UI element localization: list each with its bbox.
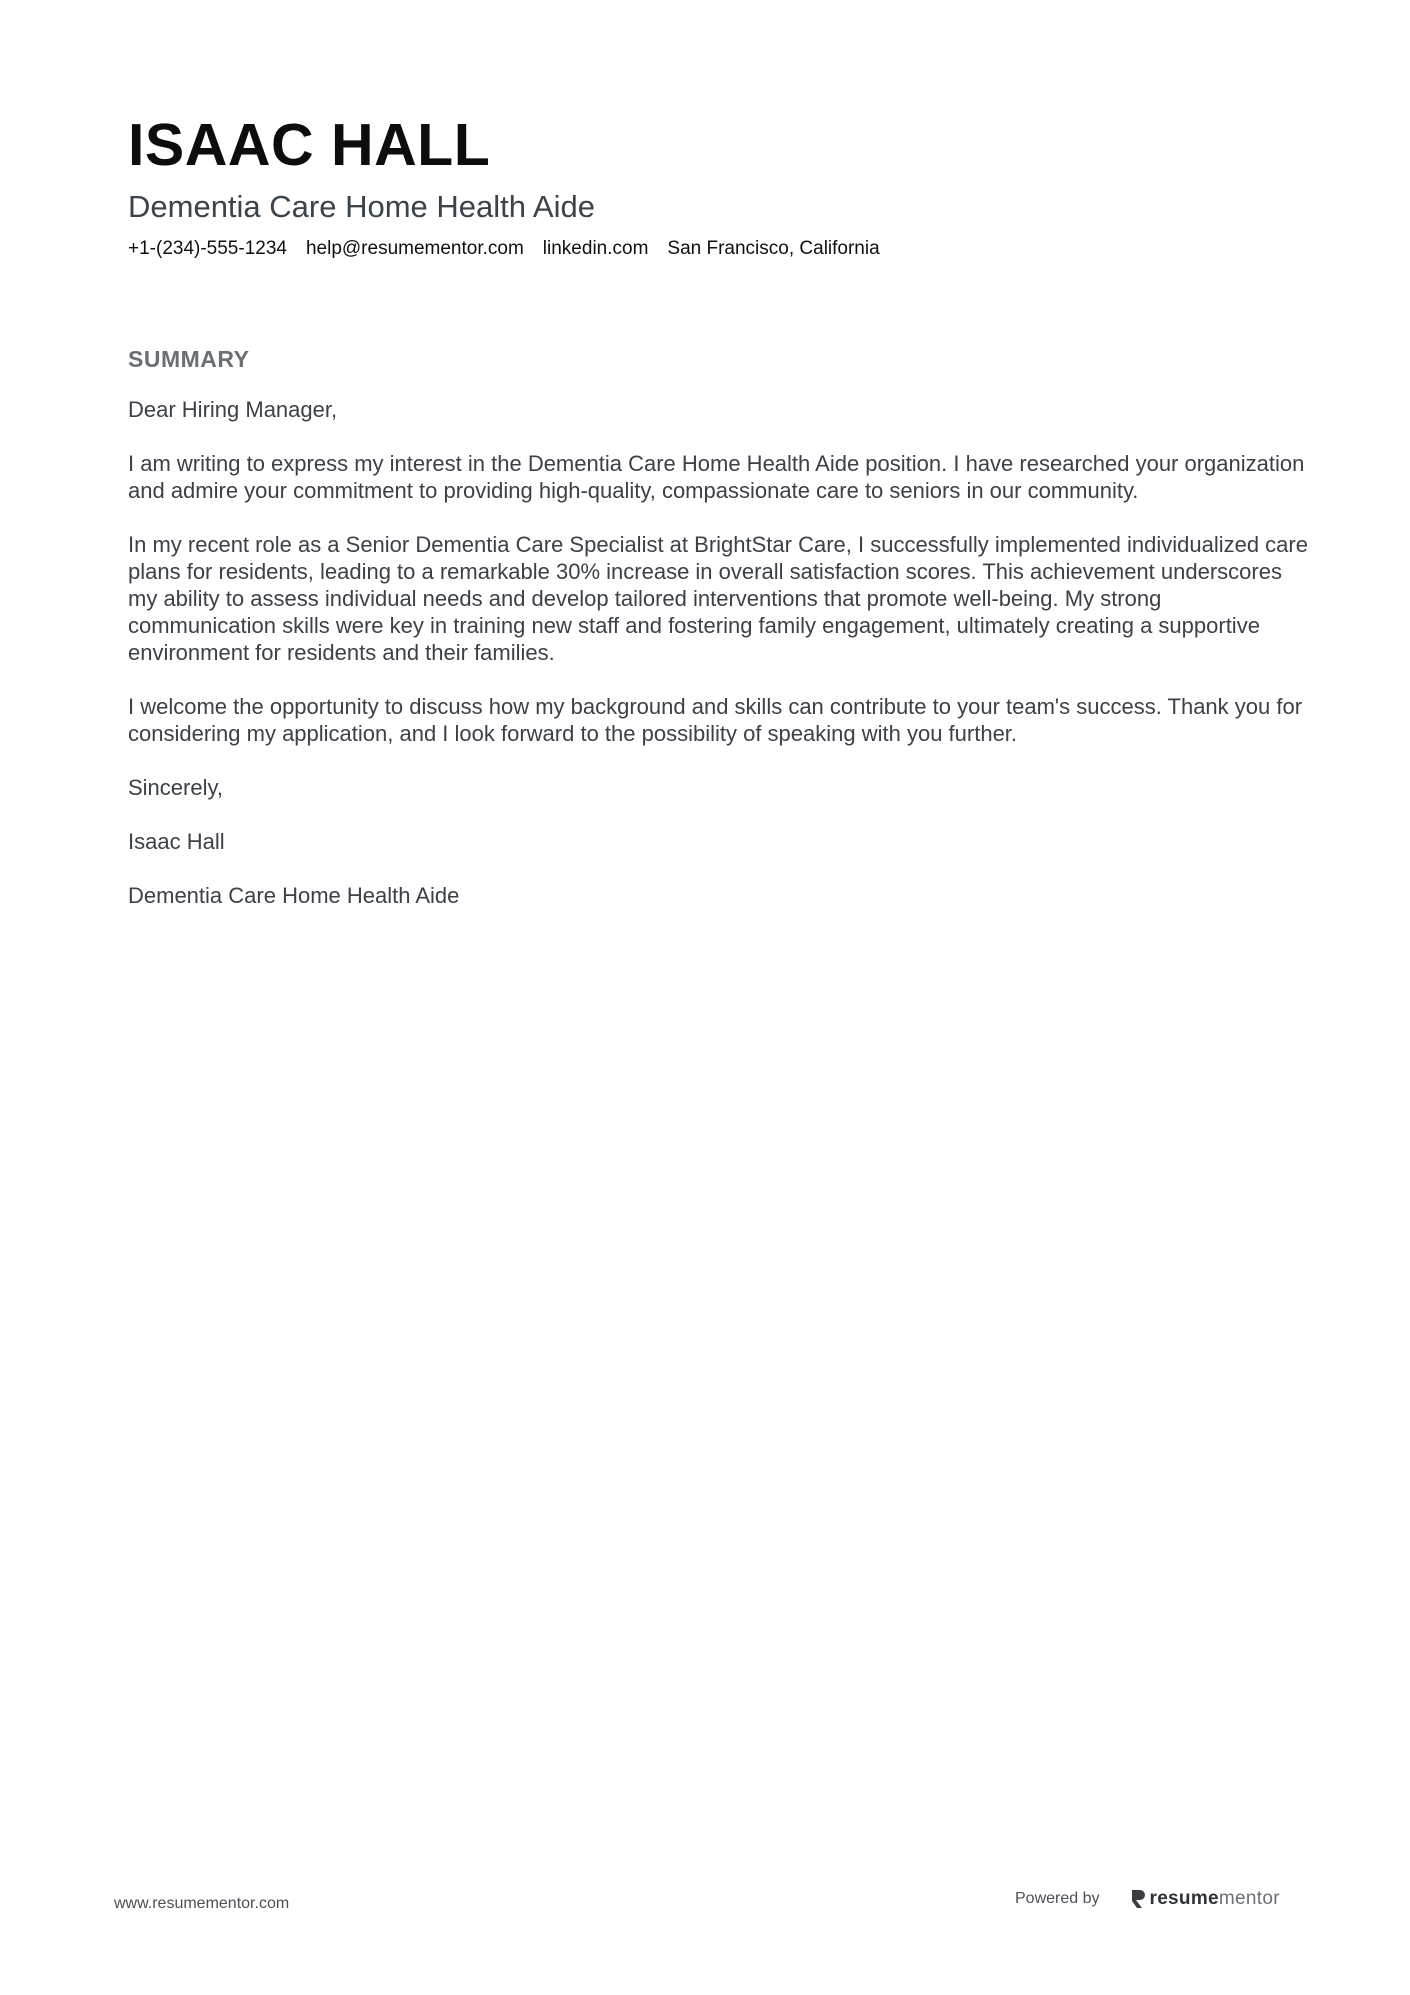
contact-linkedin: linkedin.com xyxy=(542,238,649,259)
summary-section xyxy=(128,344,1308,936)
letter-paragraph: In my recent role as a Senior Dementia Care Specialist at BrightStar Care, I successfully implemented individualized care plans for residents, leading to a remarkable 30% increase in overall satisfaction scores. This achievement underscores my ability to assess individual needs and develop tailored interventions that promote well-being. My strong communication skills were key in training new staff and fostering family engagement, ultimately creating a supportive environment for residents and their families. xyxy=(128,532,1308,665)
footer-branding xyxy=(1015,1888,1280,1910)
letter-paragraph: I welcome the opportunity to discuss how my background and skills can contribute to your team's success. Thank you for considering my application, and I look forward to the possibility of speaking with you further. xyxy=(128,694,1303,746)
brand-name-bold: resume xyxy=(1149,1888,1219,1909)
footer-website: www.resumementor.com xyxy=(114,1895,290,1912)
brand-name-light: mentor xyxy=(1218,1888,1280,1909)
brand-logo xyxy=(1130,1888,1280,1910)
section-heading-summary: SUMMARY xyxy=(128,346,250,372)
letter-body xyxy=(128,396,1308,909)
contact-email: help@resumementor.com xyxy=(305,238,524,259)
candidate-name: ISAAC HALL xyxy=(128,112,491,178)
closing: Sincerely, xyxy=(128,775,223,800)
signature-title: Dementia Care Home Health Aide xyxy=(128,883,460,908)
resumementor-logo-icon xyxy=(1130,1889,1146,1909)
letter-paragraph: I am writing to express my interest in the Dementia Care Home Health Aide position. I have researched your organization and admire your commitment to providing high-quality, compassionate care to seniors in our community. xyxy=(128,451,1305,503)
contact-location: San Francisco, California xyxy=(667,238,880,259)
contact-row xyxy=(128,236,1308,262)
salutation: Dear Hiring Manager, xyxy=(128,397,338,422)
job-title: Dementia Care Home Health Aide xyxy=(128,189,595,224)
signature-name: Isaac Hall xyxy=(128,829,225,854)
header xyxy=(128,112,1308,262)
powered-by-label: Powered by xyxy=(1015,1890,1100,1907)
contact-phone: +1-(234)-555-1234 xyxy=(128,238,287,259)
